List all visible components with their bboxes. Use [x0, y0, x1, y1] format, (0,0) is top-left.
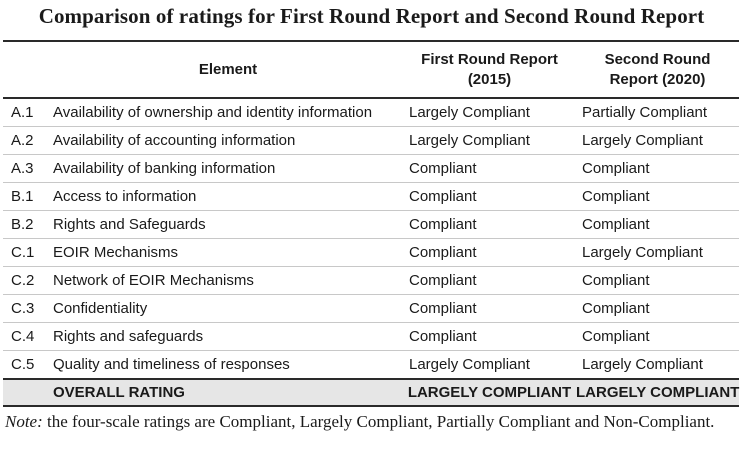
row-second-rating: Compliant — [576, 323, 739, 351]
row-second-rating: Largely Compliant — [576, 127, 739, 155]
row-second-rating: Compliant — [576, 267, 739, 295]
header-first-round — [403, 41, 576, 98]
row-first-rating: Largely Compliant — [409, 356, 530, 373]
row-element: Quality and timeliness of responses — [53, 356, 290, 373]
row-element: Rights and safeguards — [53, 323, 403, 351]
row-element: Availability of accounting information — [53, 127, 403, 155]
row-code: A.2 — [3, 127, 53, 155]
row-first-rating: Compliant — [403, 239, 576, 267]
header-second-round-line2: Report (2020) — [609, 70, 706, 88]
table-row — [3, 127, 739, 155]
note-lead: Note: — [5, 412, 43, 431]
table-row — [3, 155, 739, 183]
header-first-round-line2: (2015) — [467, 70, 512, 88]
row-second-rating: Compliant — [576, 295, 739, 323]
table-row — [3, 295, 739, 323]
table-row — [3, 183, 739, 211]
header-element: Element — [53, 41, 403, 98]
row-code: C.1 — [3, 239, 53, 267]
table-row — [3, 323, 739, 351]
table-row — [3, 211, 739, 239]
row-first-rating: Compliant — [403, 211, 576, 239]
row-code: B.1 — [3, 183, 53, 211]
overall-rating-row — [3, 379, 739, 406]
note-text: the four-scale ratings are Compliant, Largely Compliant, Partially Compliant and Non-Compliant. — [42, 412, 715, 431]
row-first-rating: Compliant — [403, 295, 576, 323]
overall-second-rating: LARGELY COMPLIANT — [576, 379, 739, 406]
row-code: C.3 — [3, 295, 53, 323]
row-code: C.4 — [3, 323, 53, 351]
row-first-rating: Compliant — [403, 155, 576, 183]
table-row — [3, 98, 739, 127]
table-row — [3, 351, 739, 380]
overall-first-rating: LARGELY COMPLIANT — [403, 379, 576, 406]
row-element: Confidentiality — [53, 295, 403, 323]
row-first-rating: Compliant — [403, 267, 576, 295]
row-element: EOIR Mechanisms — [53, 239, 403, 267]
table-row — [3, 267, 739, 295]
table-row — [3, 239, 739, 267]
row-element: Access to information — [53, 183, 403, 211]
row-code: C.5 — [11, 356, 35, 373]
header-second-round — [576, 41, 739, 98]
row-first-rating: Compliant — [403, 183, 576, 211]
overall-rating-label: OVERALL RATING — [53, 379, 403, 406]
row-element: Rights and Safeguards — [53, 211, 403, 239]
row-code: C.2 — [3, 267, 53, 295]
row-second-rating: Largely Compliant — [582, 356, 703, 373]
row-second-rating: Compliant — [576, 155, 739, 183]
header-first-round-line1: First Round Report — [421, 50, 558, 68]
header-code — [3, 41, 53, 98]
row-first-rating: Largely Compliant — [403, 127, 576, 155]
ratings-table — [3, 40, 739, 407]
row-code: A.3 — [3, 155, 53, 183]
row-second-rating: Largely Compliant — [576, 239, 739, 267]
row-second-rating: Compliant — [576, 183, 739, 211]
row-code: B.2 — [3, 211, 53, 239]
row-element: Availability of ownership and identity information — [53, 98, 403, 127]
header-second-round-line1: Second Round — [604, 50, 711, 68]
overall-code — [3, 379, 53, 406]
row-code: A.1 — [3, 98, 53, 127]
row-first-rating: Largely Compliant — [403, 98, 576, 127]
row-first-rating: Compliant — [403, 323, 576, 351]
table-title: Comparison of ratings for First Round Report and Second Round Report — [38, 4, 705, 28]
row-element: Network of EOIR Mechanisms — [53, 267, 403, 295]
row-second-rating: Partially Compliant — [576, 98, 739, 127]
row-element: Availability of banking information — [53, 155, 403, 183]
row-second-rating: Compliant — [576, 211, 739, 239]
table-note — [5, 411, 739, 433]
header-row — [3, 41, 739, 98]
